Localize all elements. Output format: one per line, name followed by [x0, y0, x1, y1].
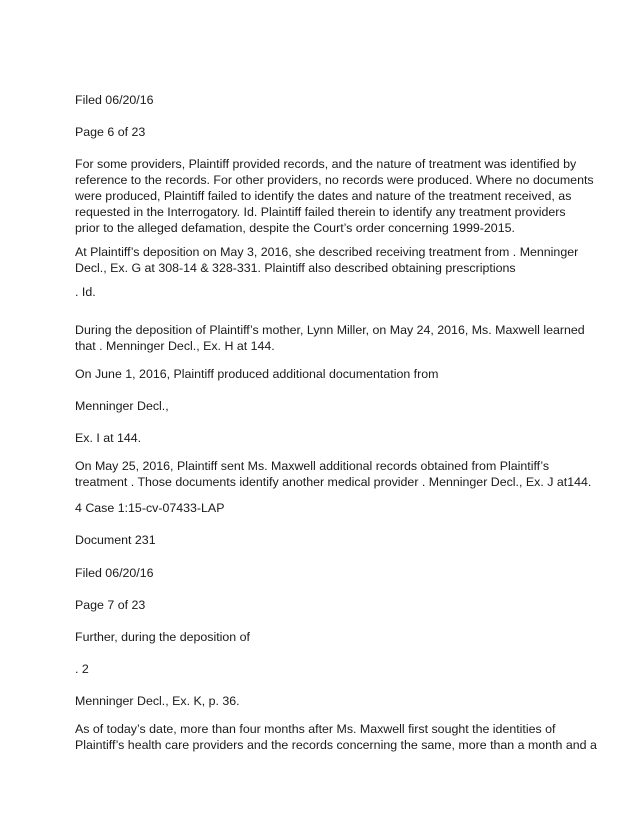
body-paragraph: Further, during the deposition of	[75, 630, 250, 644]
filed-date-line: Filed 06/20/16	[75, 566, 154, 580]
body-paragraph: During the deposition of Plaintiff’s mother, Lynn Miller, on May 24, 2016, Ms. Maxwell learned that . Menninger Decl., Ex. H at 144.	[75, 323, 585, 353]
body-paragraph: On May 25, 2016, Plaintiff sent Ms. Maxwell additional records obtained from Plaintiff’s treatment . Those documents identify another medical provider . Menninger Decl., Ex. J at144.	[75, 459, 592, 489]
body-paragraph: As of today’s date, more than four months after Ms. Maxwell first sought the identities of Plaintiff’s health care providers and the records concerning the same, more than a month and a	[75, 722, 597, 752]
body-paragraph: For some providers, Plaintiff provided records, and the nature of treatment was identified by reference to the records. For other providers, no records were produced. Where no documents were produced, Plaintiff failed to identify the dates and nature of the treatment received, as requested in the Interrogatory. Id. Plaintiff failed therein to identify any treatment providers prior to the alleged defamation, despite the Court’s order concerning 1999-2015.	[75, 157, 594, 235]
page-number-line: Page 7 of 23	[75, 598, 146, 612]
body-paragraph: Ex. I at 144.	[75, 431, 142, 445]
page-number-line: Page 6 of 23	[75, 125, 146, 139]
document-number-line: Document 231	[75, 533, 156, 547]
body-paragraph: At Plaintiff’s deposition on May 3, 2016, she described receiving treatment from . Menninger Decl., Ex. G at 308-14 & 328-331. Plaintiff also described obtaining prescriptions	[75, 245, 579, 275]
case-number-line: 4 Case 1:15-cv-07433-LAP	[75, 501, 225, 515]
filed-date-line: Filed 06/20/16	[75, 93, 154, 107]
body-paragraph: . 2	[75, 662, 89, 676]
body-paragraph: Menninger Decl., Ex. K, p. 36.	[75, 694, 240, 708]
body-paragraph: . Id.	[75, 285, 96, 299]
body-paragraph: Menninger Decl.,	[75, 399, 169, 413]
body-paragraph: On June 1, 2016, Plaintiff produced additional documentation from	[75, 367, 439, 381]
